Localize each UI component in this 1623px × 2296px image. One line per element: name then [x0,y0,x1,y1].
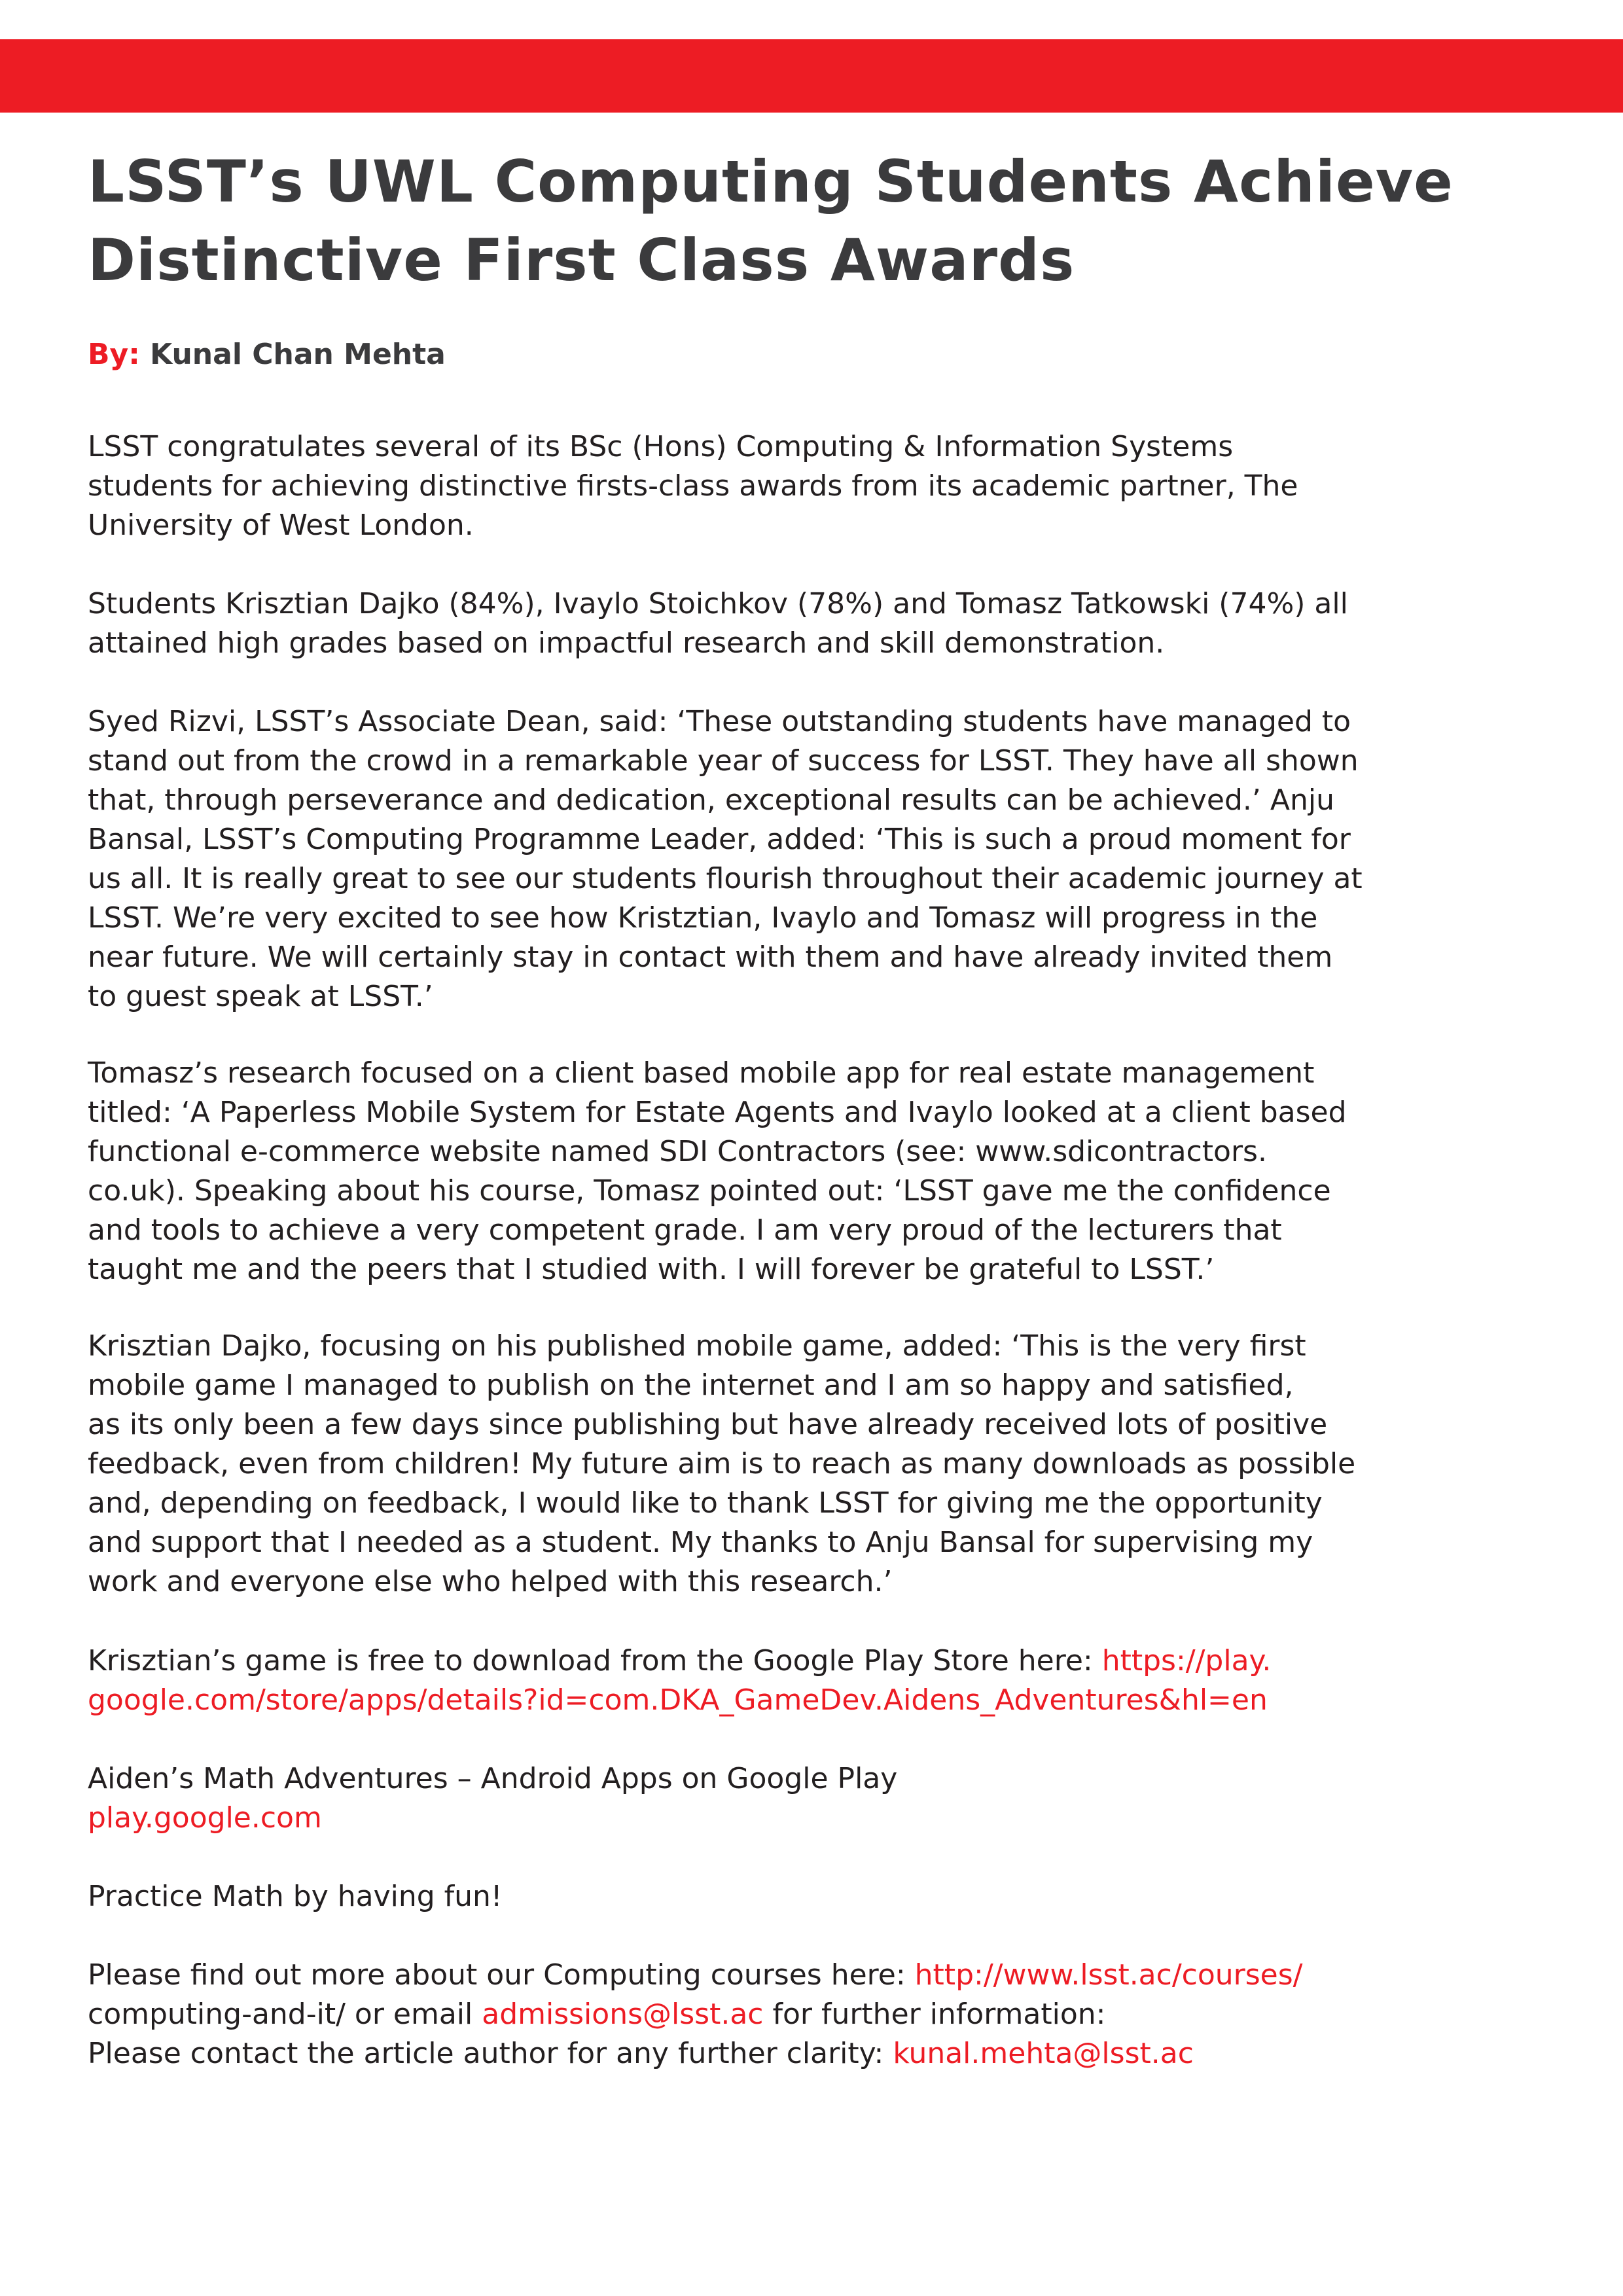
text-line: Syed Rizvi, LSST’s Associate Dean, said: ‘These outstanding students have managed to [88,705,1351,738]
app-card [88,1759,897,1838]
text-line [88,1995,1303,2034]
text-line: taught me and the peers that I studied with. I will forever be grateful to LSST.’ [88,1253,1215,1286]
article-title [88,143,1454,300]
play-store-link[interactable]: https://play. [1101,1644,1272,1677]
text-line: and, depending on feedback, I would like to thank LSST for giving me the opportunity [88,1486,1323,1520]
text-line: Krisztian Dajko, focusing on his published mobile game, added: ‘This is the very first [88,1329,1306,1363]
text-line [88,1681,1271,1720]
paragraph-students [88,584,1348,663]
header-red-bar [0,39,1623,113]
text-line: and tools to achieve a very competent grade. I am very proud of the lecturers that [88,1213,1282,1247]
text-line: functional e-commerce website named SDI Contractors (see: www.sdicontractors. [88,1135,1267,1168]
text-line: as its only been a few days since publishing but have already received lots of positive [88,1408,1328,1441]
text-line: mobile game I managed to publish on the internet and I am so happy and satisfied, [88,1369,1294,1402]
contact-text: Please contact the article author for any further clarity: [88,2037,893,2070]
tagline [88,1877,503,1916]
byline-author: Kunal Chan Mehta [150,338,446,371]
admissions-email-link[interactable]: admissions@lsst.ac [482,1998,764,2031]
app-card-domain-link[interactable]: play.google.com [88,1801,322,1835]
text-line: LSST congratulates several of its BSc (Hons) Computing & Information Systems [88,430,1234,463]
courses-link[interactable]: http://www.lsst.ac/courses/ [914,1958,1303,1992]
text-line: Students Krisztian Dajko (84%), Ivaylo Stoichkov (78%) and Tomasz Tatkowski (74%) all [88,587,1348,620]
text-line: to guest speak at LSST.’ [88,980,433,1013]
title-line: LSST’s UWL Computing Students Achieve [88,148,1454,215]
text-line: work and everyone else who helped with this research.’ [88,1565,893,1598]
text-line: attained high grades based on impactful research and skill demonstration. [88,626,1165,660]
play-store-link-continued[interactable]: google.com/store/apps/details?id=com.DKA_GameDev.Aidens_Adventures&hl=en [88,1683,1268,1717]
text-line: Bansal, LSST’s Computing Programme Leader, added: ‘This is such a proud moment for [88,823,1351,856]
text-line [88,2034,1303,2073]
paragraph-intro [88,427,1298,545]
paragraph-tomasz [88,1054,1347,1289]
text-line: near future. We will certainly stay in contact with them and have already invited them [88,941,1333,974]
paragraph-quotes [88,702,1363,1016]
text-line: University of West London. [88,509,474,542]
tagline-text: Practice Math by having fun! [88,1880,503,1913]
author-email-link[interactable]: kunal.mehta@lsst.ac [893,2037,1194,2070]
text-line: feedback, even from children! My future aim is to reach as many downloads as possible [88,1447,1356,1480]
text-line: students for achieving distinctive firsts-class awards from its academic partner, The [88,469,1298,503]
text-line: LSST. We’re very excited to see how Kristztian, Ivaylo and Tomasz will progress in the [88,901,1318,935]
text-line: Tomasz’s research focused on a client based mobile app for real estate management [88,1056,1315,1090]
text-line [88,1641,1271,1681]
paragraph-contact [88,1956,1303,2073]
text-line: co.uk). Speaking about his course, Tomasz pointed out: ‘LSST gave me the confidence [88,1174,1331,1208]
courses-link-continued: computing-and-it/ [88,1998,346,2031]
contact-text: for further information: [763,1998,1106,2031]
paragraph-krisztian [88,1327,1355,1602]
text-line: and support that I needed as a student. My thanks to Anju Bansal for supervising my [88,1526,1313,1559]
contact-text: Please find out more about our Computing courses here: [88,1958,915,1992]
text-line: stand out from the crowd in a remarkable year of success for LSST. They have all shown [88,744,1359,778]
byline [88,335,446,374]
text-line: titled: ‘A Paperless Mobile System for Estate Agents and Ivaylo looked at a client based [88,1096,1347,1129]
text-line: that, through perseverance and dedication, exceptional results can be achieved.’ Anju [88,783,1334,817]
byline-label: By: [88,338,140,371]
download-text: Krisztian’s game is free to download from the Google Play Store here: [88,1644,1102,1677]
text-line [88,1799,897,1838]
text-line [88,1956,1303,1995]
paragraph-download [88,1641,1271,1720]
contact-text: or email [345,1998,482,2031]
app-card-title: Aiden’s Math Adventures – Android Apps on Google Play [88,1762,898,1795]
title-line: Distinctive First Class Awards [88,226,1075,294]
text-line: us all. It is really great to see our students flourish throughout their academic journey at [88,862,1363,895]
